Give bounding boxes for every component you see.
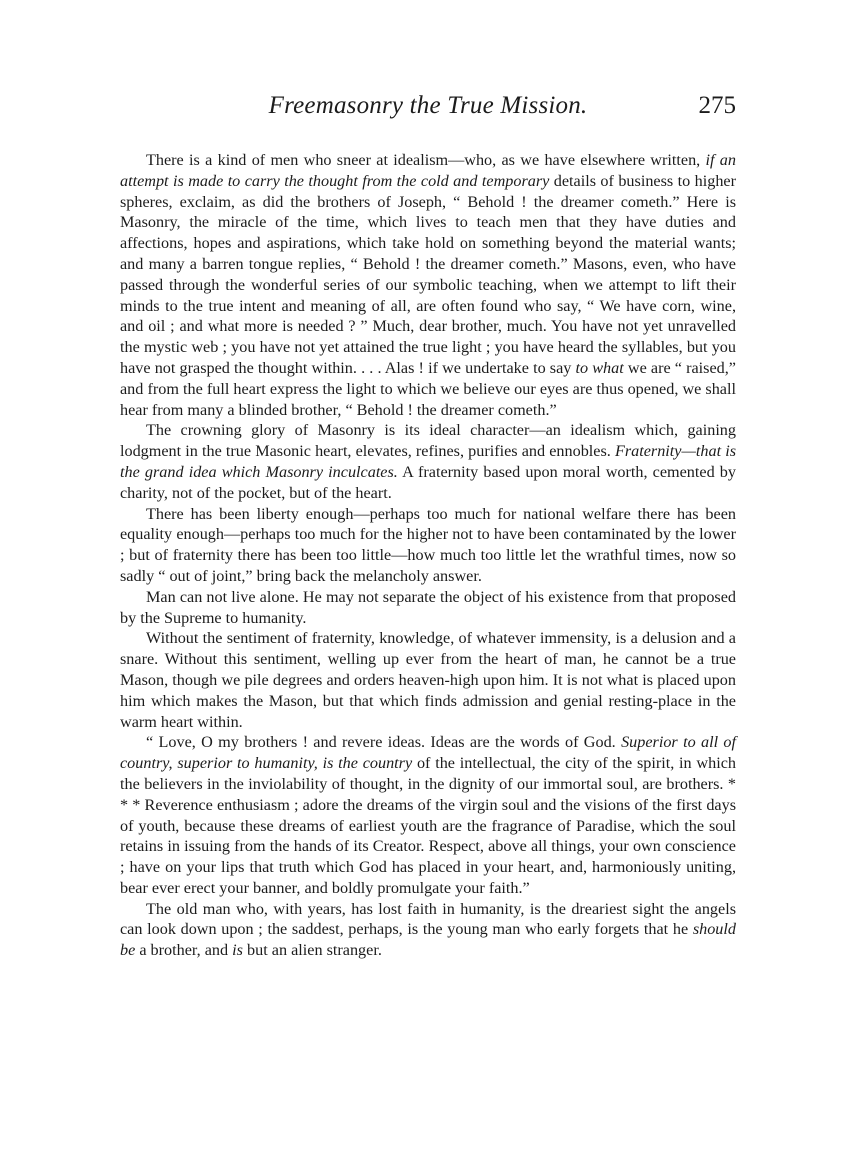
text-run: of the intellectual, the city of the spirit, in which the believers in the inviolability of thought, in the dignity of our immortal soul, are brothers. * * * Reverence enthusiasm ; adore the dreams of the virgin soul and the visions of the first days of youth, because these dreams of earliest youth are the fragrance of Paradise, which the soul retains in issuing from the hands of its Creator. Respect, above all things, your own conscience ; have on your lips that truth which God has placed in your heart, and, harmoniously uniting, bear ever erect your banner, and boldly promulgate your faith.” — [120, 754, 736, 897]
text-run: but an alien stranger. — [242, 941, 382, 960]
italic-text: Fraternity—that is the grand idea which Masonry inculcates. — [120, 442, 736, 481]
italic-text: should be — [120, 920, 736, 960]
paragraph — [120, 732, 736, 898]
text-run: details of business to higher spheres, exclaim, as did the brothers of Joseph, “ Behold ! the dreamer cometh.” Here is Masonry, the miracle of the time, which lives to teach men that they have duties and affections, hopes and aspirations, which take hold on something beyond the material wants; and many a barren tongue replies, “ Behold ! the dreamer cometh.” Masons, even, who have passed through the wonderful series of our symbolic teaching, when we attempt to lift their minds to the true intent and meaning of all, are often found who say, “ We have corn, wine, and oil ; and what more is needed ? ” Much, dear brother, much. You have not yet unravelled the mystic web ; you have not yet attained the true light ; you have heard the syllables, but you have not grasped the thought within. . . . Alas ! if we undertake to say — [120, 171, 736, 377]
paragraph — [120, 150, 736, 420]
text-run: “ Love, O my brothers ! and revere ideas. Ideas are the words of God. — [146, 733, 622, 752]
running-title: Freemasonry the True Mission. — [268, 92, 588, 119]
paragraph — [120, 504, 736, 587]
italic-text: Superior to all of country, superior to humanity, is the country — [120, 733, 737, 773]
text-run: Man can not live alone. He may not separate the object of his existence from that proposed by the Supreme to humanity. — [120, 587, 736, 627]
text-run: A fraternity based upon moral worth, cemented by charity, not of the pocket, but of the heart. — [120, 462, 736, 502]
paragraph — [120, 420, 736, 503]
paragraph — [120, 899, 736, 961]
text-run: Without the sentiment of fraternity, knowledge, of whatever immensity, is a delusion and a snare. Without this sentiment, welling up ever from the heart of man, he cannot be a true Mason, though we pile degrees and orders heaven-high upon him. It is not what is placed upon him which makes the Mason, but that which finds admission and genial resting-place in the warm heart within. — [120, 629, 736, 731]
text-run: we are “ raised,” and from the full heart express the light to which we believe our eyes are thus opened, we shall hear from many a blinded brother, “ Behold ! the dreamer cometh.” — [120, 358, 736, 419]
text-run: There has been liberty enough—perhaps too much for national welfare there has been equality enough—perhaps too much for the higher not to have been contaminated by the lower ; but of fraternity there has been too little—how much too little let the wrathful times, now so sadly “ out of joint,” bring back the melancholy answer. — [120, 504, 736, 585]
page-number: 275 — [698, 92, 736, 119]
italic-text: is — [232, 941, 243, 960]
italic-text: if an attempt is made to carry the thought from the cold and temporary — [120, 151, 736, 190]
text-run: There is a kind of men who sneer at idealism—who, as we have elsewhere written, — [146, 151, 706, 169]
text-run: The old man who, with years, has lost faith in humanity, is the dreariest sight the angels can look down upon ; the saddest, perhaps, is the young man who early forgets that he — [120, 899, 736, 939]
paragraph — [120, 628, 736, 732]
text-run: The crowning glory of Masonry is its ideal character—an idealism which, gaining lodgment in the true Masonic heart, elevates, refines, purifies and ennobles. — [120, 421, 736, 461]
page-header — [118, 92, 738, 126]
text-run: a brother, and — [135, 941, 233, 960]
paragraph — [120, 587, 736, 629]
italic-text: to what — [575, 358, 624, 377]
article-body — [120, 150, 736, 961]
